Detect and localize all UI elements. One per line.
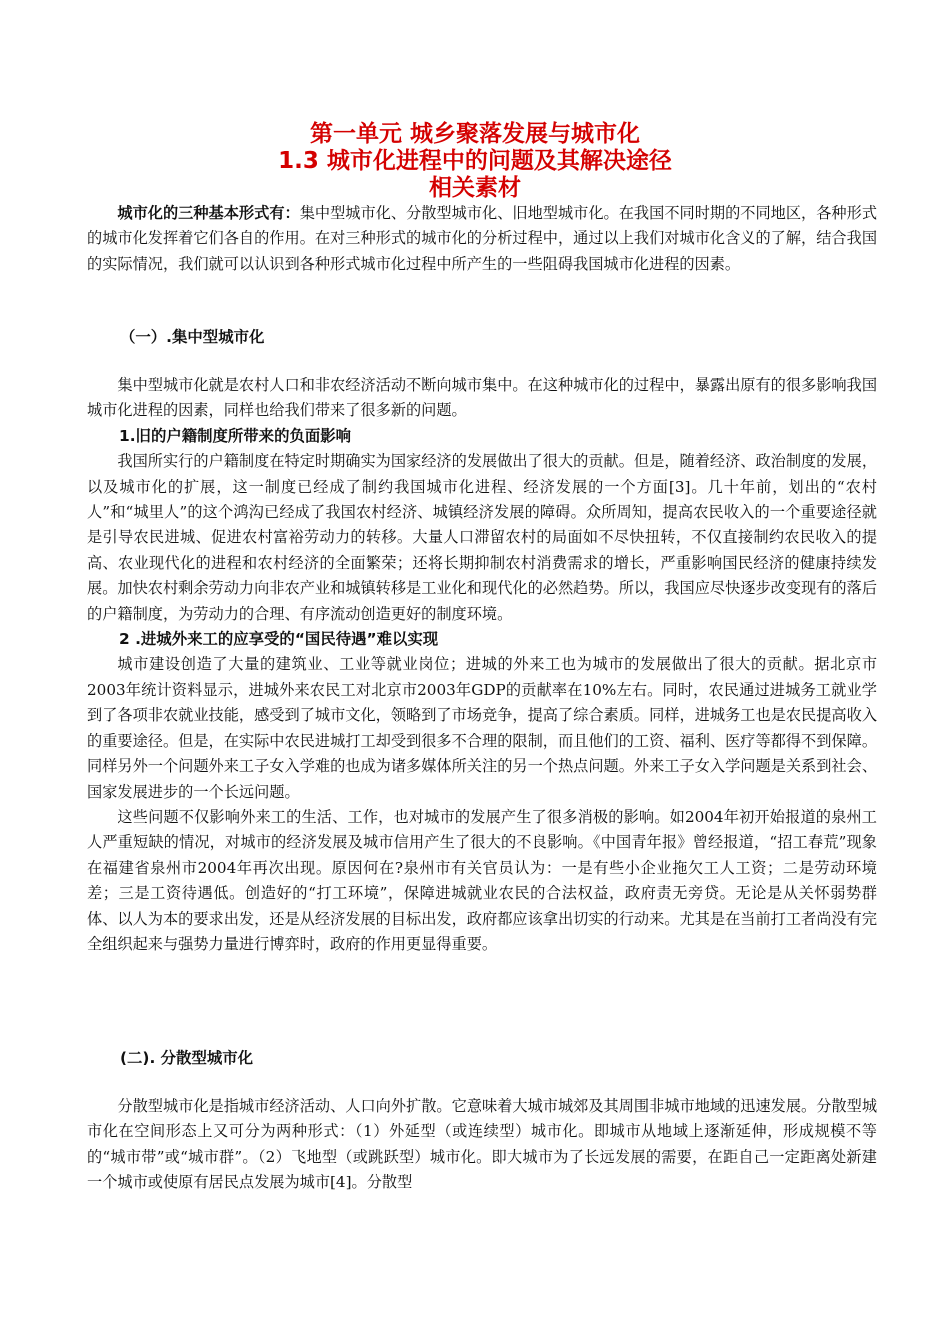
intro-paragraph (87, 201, 877, 277)
intro-lead: 城市化的三种基本形式有： (117, 204, 300, 222)
section1-paragraph-2: 我国所实行的户籍制度在特定时期确实为国家经济的发展做出了很大的贡献。但是，随着经济、政治制度的发展，以及城市化的扩展，这一制度已经成了制约我国城市化进程、经济发展的一个方面[3]。几十年前，划出的“农村人”和“城里人”的这个鸿沟已经成了我国农村经济、城镇经济发展的障碍。众所周知，提高农民收入的一个重要途径就是引导农民进城、促进农村富裕劳动力的转移。大量人口滞留农村的局面如不尽快扭转，不仅直接制约农民收入的提高、农业现代化的进程和农村经济的全面繁荣；还将长期抑制农村消费需求的增长，严重影响国民经济的健康持续发展。加快农村剩余劳动力向非农产业和城镇转移是工业化和现代化的必然趋势。所以，我国应尽快逐步改变现有的落后的户籍制度，为劳动力的合理、有序流动创造更好的制度环境。 (87, 452, 877, 623)
document-subtitle: 1.3 城市化进程中的问题及其解决途径 (278, 148, 672, 174)
section1-body (87, 373, 877, 957)
document-body (87, 201, 877, 277)
section1-paragraph-1: 集中型城市化就是农村人口和非农经济活动不断向城市集中。在这种城市化的过程中，暴露出原有的很多影响我国城市化进程的因素，同样也给我们带来了很多新的问题。 (87, 376, 877, 420)
section2-heading-block (87, 1046, 877, 1071)
section1-paragraph-3: 城市建设创造了大量的建筑业、工业等就业岗位；进城的外来工也为城市的发展做出了很大的贡献。据北京市2003年统计资料显示，进城外来农民工对北京市2003年GDP的贡献率在10%左右。同时，农民通过进城务工就业学到了各项非农就业技能，感受到了城市文化，领略到了市场竞争，提高了综合素质。同样，进城务工也是农民提高收入的重要途径。但是，在实际中农民进城打工却受到很多不合理的限制，而且他们的工资、福利、医疗等都得不到保障。同样另外一个问题外来工子女入学难的也成为诸多媒体所关注的另一个热点问题。外来工子女入学问题是关系到社会、国家发展进步的一个长远问题。 (87, 655, 877, 801)
section2-heading: (二). 分散型城市化 (120, 1049, 254, 1067)
section1-heading: （一）.集中型城市化 (120, 328, 265, 346)
section1-subheading-1: 1.旧的户籍制度所带来的负面影响 (119, 426, 352, 445)
section2-body (87, 1094, 877, 1196)
intro-text: 集中型城市化、分散型城市化、旧地型城市化。在我国不同时期的不同地区，各种形式的城市化发挥着它们各自的作用。在对三种形式的城市化的分析过程中，通过以上我们对城市化含义的了解，结合我国的实际情况，我们就可以认识到各种形式城市化过程中所产生的一些阻碍我国城市化进程的因素。 (87, 204, 878, 273)
section1-paragraph-4: 这些问题不仅影响外来工的生活、工作，也对城市的发展产生了很多消极的影响。如2004年初开始报道的泉州工人严重短缺的情况，对城市的经济发展及城市信用产生了很大的不良影响。《中国青年报》曾经报道，“招工春荒”现象在福建省泉州市2004年再次出现。原因何在?泉州市有关官员认为：一是有些小企业拖欠工人工资；二是劳动环境差；三是工资待遇低。创造好的“打工环境”，保障进城就业农民的合法权益，政府责无旁贷。无论是从关怀弱势群体、以人为本的要求出发，还是从经济发展的目标出发，政府都应该拿出切实的行动来。尤其是在当前打工者尚没有完全组织起来与强势力量进行博弈时，政府的作用更显得重要。 (87, 807, 877, 953)
document-title: 第一单元 城乡聚落发展与城市化 (309, 121, 640, 147)
section1-subheading-2: 2 .进城外来工的应享受的“国民待遇”难以实现 (119, 630, 439, 649)
section2-paragraph-1: 分散型城市化是指城市经济活动、人口向外扩散。它意味着大城市城郊及其周围非城市地域的迅速发展。分散型城市化在空间形态上又可分为两种形式：（1）外延型（或连续型）城市化。即城市从地域上逐渐延伸，形成规模不等的“城市带”或“城市群”。（2）飞地型（或跳跃型）城市化。即大城市为了长远发展的需要，在距自己一定距离处新建一个城市或使原有居民点发展为城市[4]。分散型 (87, 1097, 877, 1192)
document-material-label: 相关素材 (429, 175, 521, 201)
section1-heading-block (87, 325, 877, 350)
